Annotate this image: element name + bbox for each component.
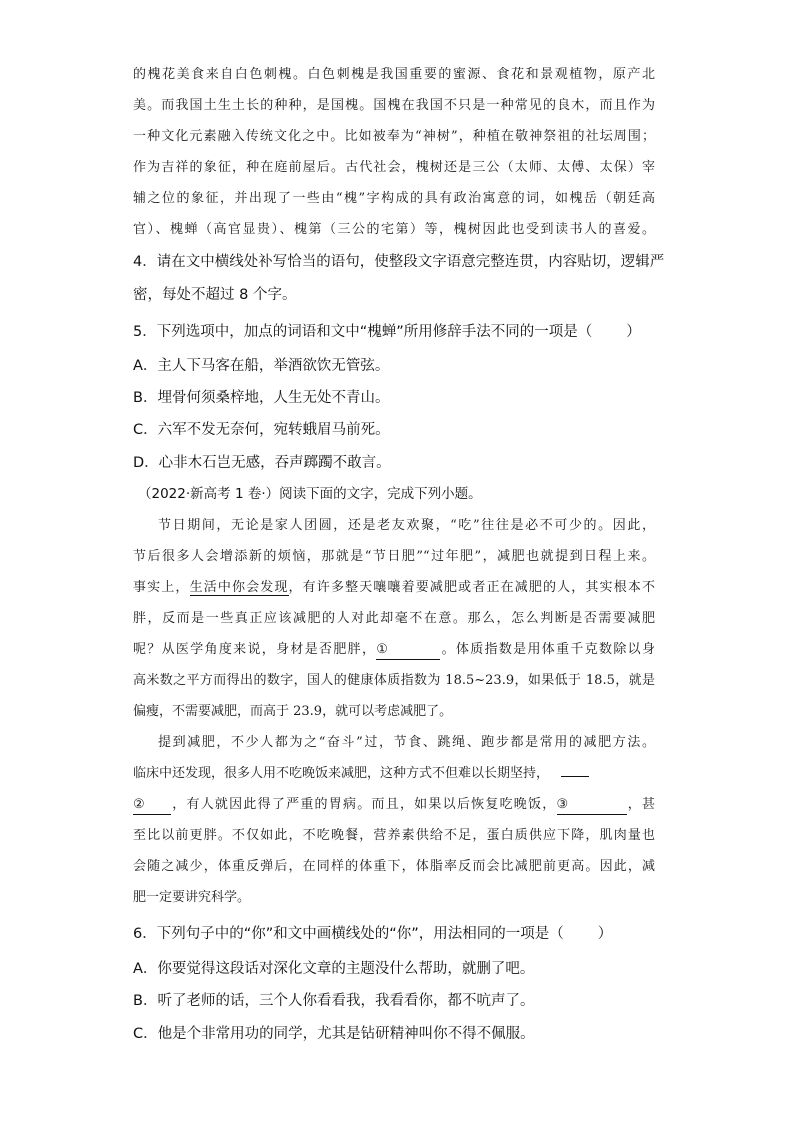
q4-line-1: 4．请在文中横线处补写恰当的语句，使整段文字语意完整连贯，内容贴切，逻辑严 [133,254,665,270]
passage1-line-5: 辅之位的象征，并出现了一些由“槐”字构成的具有政治寓意的词，如槐岳（朝廷高 [133,191,655,206]
passage2-text: 事实上， [133,580,190,595]
passage2-p1-line-6: 高米数之平方而得出的数字，国人的健康体质指数为 18.5~23.9，如果低于 18.5，就是 [133,673,655,688]
passage2-p2-line-2 [133,758,589,789]
passage2-p1-line-1: 节日期间，无论是家人团圆，还是老友欢聚，“吃”往往是必不可少的。因此， [158,518,655,533]
q5-stem-text: 5．下列选项中，加点的词语和文中“槐蝉”所用修辞手法不同的一项是（ [133,324,593,340]
underlined-phrase: 生活中你会发现 [189,580,289,595]
passage2-p1-line-2: 节后很多人会增添新的烦恼，那就是“节日肥”“过年肥”，减肥也就提到日程上来。 [133,549,655,564]
passage1-line-4: 作为吉祥的象征，种在庭前屋后。古代社会，槐树还是三公（太师、太傅、太保）宰 [133,160,655,175]
q5-option-d[interactable]: D．心非木石岂无感，吞声踯躅不敢言。 [133,455,391,471]
passage2-p2-line-5: 会随之减少，体重反弹后，在同样的体重下，体脂率反而会比减肥前更高。因此，减 [133,859,655,874]
passage2-p1-line-7: 偏瘦，不需要减肥，而高于 23.9，就可以考虑减肥了。 [133,704,453,719]
passage2-text: 。体质指数是用体重千克数除以身 [440,642,655,657]
passage1-line-6: 官）、槐蝉（高官显贵）、槐第（三公的宅第）等，槐树因此也受到读书人的喜爱。 [133,222,655,237]
passage2-text: ，甚 [626,797,655,812]
blank-2[interactable]: ② [133,796,171,815]
q6-option-b[interactable]: B．听了老师的话，三个人你看看我，我看看你，都不吭声了。 [133,993,535,1009]
passage2-text: ，有人就因此得了严重的胃病。而且，如果以后恢复吃晚饭， [171,797,557,812]
passage1-line-3: 一种文化元素融入传统文化之中。比如被奉为“神树”，种植在敬神祭祖的社坛周围； [133,129,655,144]
passage1-line-1: 的槐花美食来自白色刺槐。白色刺槐是我国重要的蜜源、食花和景观植物，原产北 [133,67,655,82]
passage2-p1-line-5 [133,634,655,665]
passage2-p2-line-6: 肥一定要讲究科学。 [133,890,251,905]
passage2-text: 呢？从医学角度来说，身材是否肥胖， [133,642,377,657]
passage2-p2-line-4: 至比以前更胖。不仅如此，不吃晚餐，营养素供给不足，蛋白质供应下降，肌肉量也 [133,828,655,843]
passage2-p1-line-4: 胖，反而是一些真正应该减肥的人对此却毫不在意。那么，怎么判断是否需要减肥 [133,611,655,626]
q5-option-b[interactable]: B．埋骨何须桑梓地，人生无处不青山。 [133,390,390,406]
q6-stem-text: 6．下列句子中的“你”和文中画横线处的“你”，用法相同的一项是（ [133,926,564,942]
q5-option-a[interactable]: A．主人下马客在船，举酒欲饮无管弦。 [133,358,390,374]
q6-option-c[interactable]: C．他是个非常用功的同学，尤其是钻研精神叫你不得不佩服。 [133,1026,535,1042]
passage2-text: ，有许多整天嚷嚷着要减肥或者正在减肥的人，其实根本不 [288,580,655,595]
q5-stem-end: ） [626,324,641,340]
blank-3[interactable]: ③ [557,796,627,815]
passage2-p2-line-1: 提到减肥，不少人都为之“奋斗”过，节食、跳绳、跑步都是常用的减肥方法。 [158,735,655,750]
passage1-line-2: 美。而我国土生土长的种种，是国槐。国槐在我国不只是一种常见的良木，而且作为 [133,98,655,113]
q5-option-c[interactable]: C．六军不发无奈何，宛转蛾眉马前死。 [133,422,390,438]
q4-line-2: 密，每处不超过 8 个字。 [133,287,297,303]
reading-intro: （2022·新高考 1 卷·）阅读下面的文字，完成下列小题。 [138,486,482,502]
q6-stem-end: ） [597,926,613,942]
passage2-p1-line-3 [133,572,655,603]
passage2-p2-line-3 [133,789,655,820]
passage2-text: 临床中还发现，很多人用不吃晚饭来减肥，这种方式不但难以长期坚持， [133,766,550,781]
q6-stem [133,918,612,951]
q6-option-a[interactable]: A．你要觉得这段话对深化文章的主题没什么帮助，就删了吧。 [133,961,535,977]
blank-2-start[interactable] [561,776,589,777]
q5-stem [133,316,641,349]
blank-1[interactable]: ① [376,641,440,660]
